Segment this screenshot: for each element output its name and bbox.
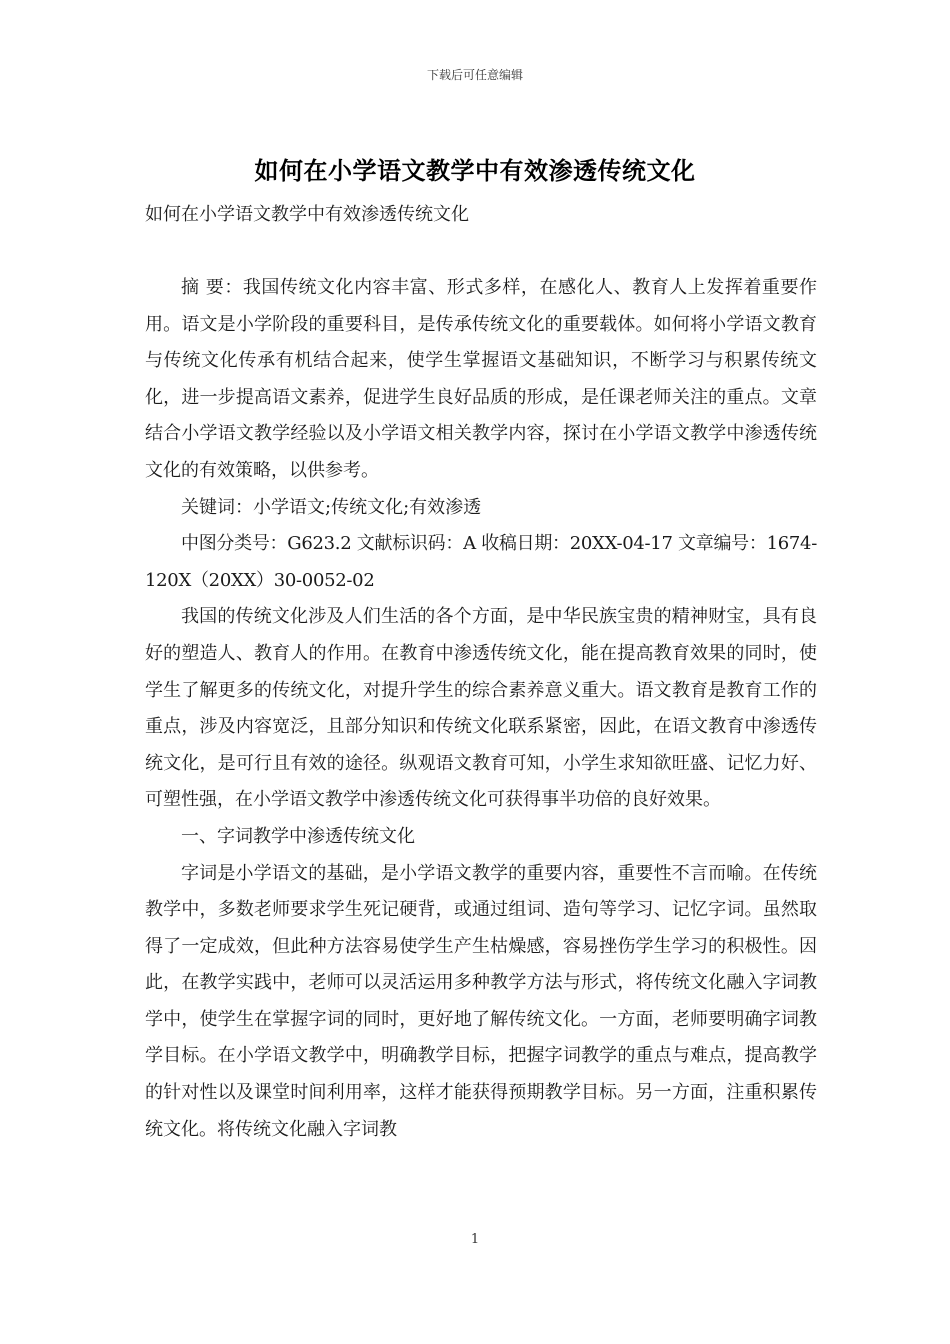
classification-line: 中图分类号：G623.2 文献标识码：A 收稿日期：20XX-04-17 文章编号：1674-120X（20XX）30-0052-02 xyxy=(145,533,817,591)
intro-paragraph: 我国的传统文化涉及人们生活的各个方面，是中华民族宝贵的精神财宝，具有良好的塑造人、教育人的作用。在教育中渗透传统文化，能在提高教育效果的同时，使学生了解更多的传统文化，对提升学生的综合素养意义重大。语文教育是教育工作的重点，涉及内容宽泛，且部分知识和传统文化联系紧密，因此，在语文教育中渗透传统文化，是可行且有效的途径。纵观语文教育可知，小学生求知欲旺盛、记忆力好、可塑性强，在小学语文教学中渗透传统文化可获得事半功倍的良好效果。 xyxy=(145,606,817,811)
document-subtitle: 如何在小学语文教学中有效渗透传统文化 xyxy=(145,204,469,225)
document-title: 如何在小学语文教学中有效渗透传统文化 xyxy=(254,156,696,185)
abstract-paragraph: 摘 要：我国传统文化内容丰富、形式多样，在感化人、教育人上发挥着重要作用。语文是小学阶段的重要科目，是传承传统文化的重要载体。如何将小学语文教育与传统文化传承有机结合起来，使学生掌握语文基础知识，不断学习与积累传统文化，进一步提高语文素养，促进学生良好品质的形成，是任课老师关注的重点。文章结合小学语文教学经验以及小学语文相关教学内容，探讨在小学语文教学中渗透传统文化的有效策略，以供参考。 xyxy=(145,277,817,481)
body-text xyxy=(145,270,817,1148)
section-paragraph: 字词是小学语文的基础，是小学语文教学的重要内容，重要性不言而喻。在传统教学中，多数老师要求学生死记硬背，或通过组词、造句等学习、记忆字词。虽然取得了一定成效，但此种方法容易使学生产生枯燥感，容易挫伤学生学习的积极性。因此，在教学实践中，老师可以灵活运用多种教学方法与形式，将传统文化融入字词教学中，使学生在掌握字词的同时，更好地了解传统文化。一方面，老师要明确字词教学目标。在小学语文教学中，明确教学目标，把握字词教学的重点与难点，提高教学的针对性以及课堂时间利用率，这样才能获得预期教学目标。另一方面，注重积累传统文化。将传统文化融入字词教 xyxy=(145,862,817,1140)
section-heading: 一、字词教学中渗透传统文化 xyxy=(181,825,415,847)
header-note: 下载后可任意编辑 xyxy=(426,68,523,82)
page-number: 1 xyxy=(470,1232,480,1247)
keywords-line: 关键词：小学语文;传统文化;有效渗透 xyxy=(181,496,482,518)
